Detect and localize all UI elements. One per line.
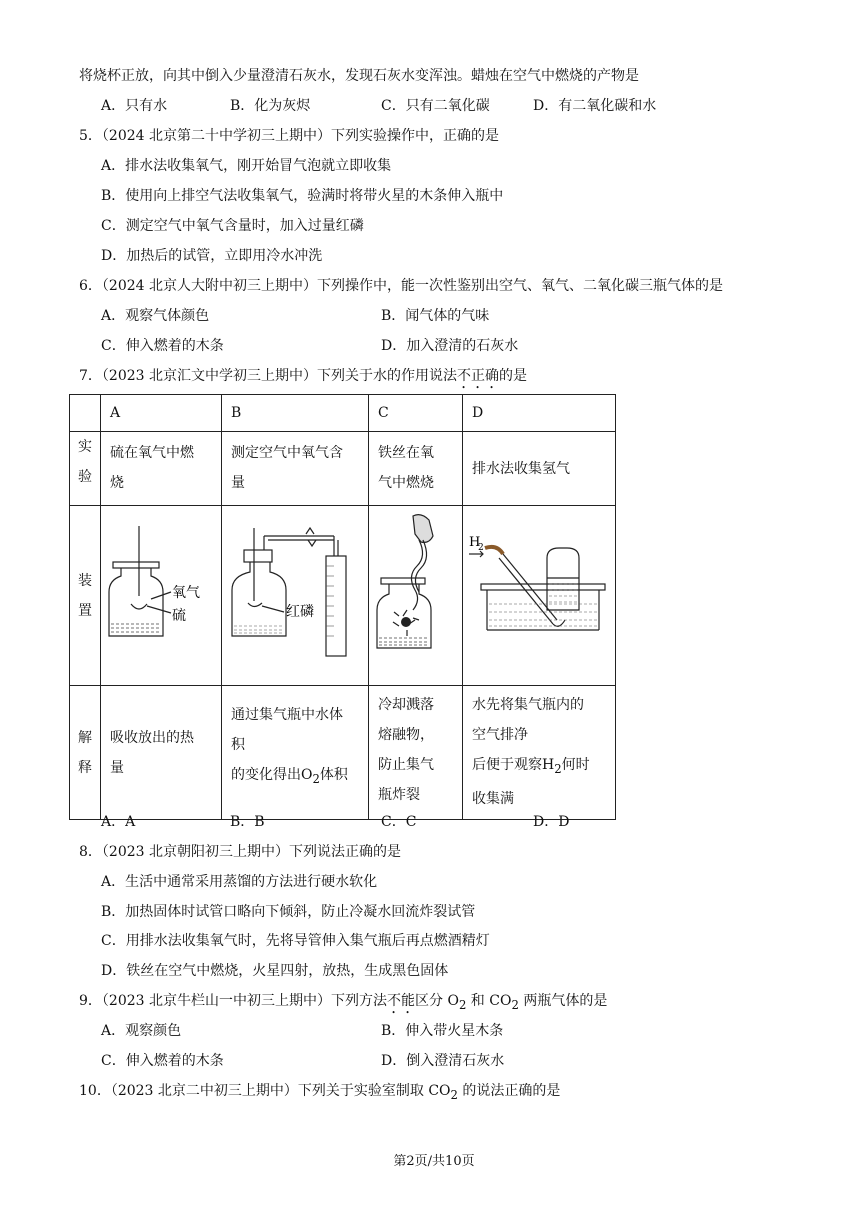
row-label-explanation xyxy=(70,686,101,820)
phosphorus-apparatus-figure xyxy=(222,506,368,674)
cell-line: 冷却溅落 xyxy=(378,697,434,713)
q9-emphasis: 不能 xyxy=(387,993,415,1009)
apparatus-c xyxy=(369,506,463,686)
q10-stem xyxy=(79,1081,560,1105)
cell-line: 量 xyxy=(110,759,124,776)
explanation-c xyxy=(369,686,463,820)
cell-line xyxy=(231,760,359,794)
cell-line: 烧 xyxy=(110,475,124,491)
subscript: 2 xyxy=(554,761,562,776)
row-label-char: 解 xyxy=(78,729,92,746)
apparatus-a xyxy=(101,506,222,686)
cell-line: 测定空气中氧气含 xyxy=(231,445,343,461)
q7-stem xyxy=(79,366,527,392)
q10-stem-text: 10．（2023 北京二中初三上期中）下列关于实验室制取 CO xyxy=(79,1083,451,1099)
experiment-a xyxy=(101,432,222,506)
q4-option-a: A．只有水 xyxy=(101,98,168,114)
col-header-b: B xyxy=(222,395,369,432)
q4-line: 将烧杯正放，向其中倒入少量澄清石灰水，发现石灰水变浑浊。蜡烛在空气中燃烧的产物是 xyxy=(79,68,639,84)
subscript: 2 xyxy=(458,997,467,1012)
o2-text: 的变化得出O xyxy=(231,767,313,783)
row-label-char: 释 xyxy=(78,759,92,776)
q9-stem-end: 两瓶气体的是 xyxy=(518,993,608,1009)
q6-option-d: D．加入澄清的石灰水 xyxy=(381,338,519,354)
label-phosphorus: 红磷 xyxy=(286,604,314,620)
explanation-a xyxy=(101,686,222,820)
cell-line: 量 xyxy=(231,475,245,491)
experiment-b xyxy=(222,432,369,506)
q7-option-c: C．C xyxy=(381,814,417,830)
apparatus-d xyxy=(463,506,616,686)
q9-stem-text: 和 CO xyxy=(466,993,512,1009)
cell-line: 空气排净 xyxy=(472,727,528,743)
row-label-char: 装 xyxy=(78,572,92,589)
q6-option-a: A．观察气体颜色 xyxy=(101,308,210,324)
label-h2: H xyxy=(469,535,481,550)
apparatus-b xyxy=(222,506,369,686)
h2-text: 后便于观察H xyxy=(472,757,555,773)
cell-line: 气中燃烧 xyxy=(378,475,434,491)
cell-line: 防止集气 xyxy=(378,757,434,773)
explanation-d xyxy=(463,686,616,820)
h2-text-end: 何时 xyxy=(561,757,590,773)
subscript: 2 xyxy=(312,771,320,786)
q8-option-c: C．用排水法收集氧气时，先将导管伸入集气瓶后再点燃酒精灯 xyxy=(101,933,490,949)
sulfur-bottle-figure xyxy=(101,506,219,674)
row-label-char: 实 xyxy=(78,439,92,455)
cell-line: 铁丝在氧 xyxy=(378,445,434,461)
q9-option-c: C．伸入燃着的木条 xyxy=(101,1053,224,1069)
q9-stem xyxy=(79,991,607,1017)
q8-option-d: D．铁丝在空气中燃烧，火星四射，放热，生成黑色固体 xyxy=(101,963,449,979)
page-footer: 第2页/共10页 xyxy=(393,1154,475,1169)
q8-stem: 8．（2023 北京朝阳初三上期中）下列说法正确的是 xyxy=(79,844,401,860)
q6-option-c: C．伸入燃着的木条 xyxy=(101,338,224,354)
q4-option-b: B．化为灰烬 xyxy=(230,98,311,114)
experiment-c xyxy=(369,432,463,506)
explanation-b xyxy=(222,686,369,820)
subscript: 2 xyxy=(450,1087,458,1102)
cell-line: 瓶炸裂 xyxy=(378,787,420,803)
o2-text-end: 体积 xyxy=(319,767,348,783)
q9-option-a: A．观察颜色 xyxy=(101,1023,182,1039)
q10-stem-end: 的说法正确的是 xyxy=(457,1083,561,1099)
q4-option-c: C．只有二氧化碳 xyxy=(381,98,490,114)
col-header-c: C xyxy=(369,395,463,432)
label-sulfur: 硫 xyxy=(172,608,186,624)
q8-option-b: B．加热固体时试管口略向下倾斜，防止冷凝水回流炸裂试管 xyxy=(101,904,476,920)
q7-table xyxy=(69,394,616,820)
q7-stem-end: 的是 xyxy=(499,368,527,384)
cell-line: 水先将集气瓶内的 xyxy=(472,697,584,713)
cell-line: 收集满 xyxy=(472,790,514,807)
q7-option-a: A．A xyxy=(101,814,136,830)
q7-emphasis: 不正确 xyxy=(457,368,499,384)
q9-stem-text: 9．（2023 北京牛栏山一中初三上期中）下列方法 xyxy=(79,993,387,1009)
experiment-d: 排水法收集氢气 xyxy=(463,432,616,506)
q7-stem-text: 7．（2023 北京汇文中学初三上期中）下列关于水的作用说法 xyxy=(79,368,457,384)
label-h2-sub: 2 xyxy=(478,543,484,553)
hydrogen-collection-figure xyxy=(463,506,615,674)
q5-option-c: C．测定空气中氧气含量时，加入过量红磷 xyxy=(101,218,364,234)
subscript: 2 xyxy=(511,997,519,1012)
label-oxygen: 氧气 xyxy=(172,585,200,601)
q7-option-b: B．B xyxy=(230,814,265,830)
q4-option-d: D．有二氧化碳和水 xyxy=(533,98,657,114)
cell-line: 通过集气瓶中水体 xyxy=(231,707,343,723)
cell-line: 硫在氧气中燃 xyxy=(110,445,194,461)
q5-option-d: D．加热后的试管，立即用冷水冲洗 xyxy=(101,248,323,264)
q7-option-d: D．D xyxy=(533,814,570,830)
cell-line xyxy=(472,750,606,784)
cell-line: 熔融物， xyxy=(378,727,434,743)
iron-wire-figure xyxy=(369,506,462,674)
row-label-apparatus xyxy=(70,506,101,686)
q5-option-a: A．排水法收集氧气，刚开始冒气泡就立即收集 xyxy=(101,158,392,174)
q9-option-d: D．倒入澄清石灰水 xyxy=(381,1053,505,1069)
q5-option-b: B．使用向上排空气法收集氧气，验满时将带火星的木条伸入瓶中 xyxy=(101,188,504,204)
cell-line: 积 xyxy=(231,737,245,753)
q5-stem: 5．（2024 北京第二十中学初三上期中）下列实验操作中，正确的是 xyxy=(79,128,499,144)
q8-option-a: A．生活中通常采用蒸馏的方法进行硬水软化 xyxy=(101,874,378,890)
q9-stem-text: 区分 O xyxy=(415,993,459,1009)
col-header-a: A xyxy=(101,395,222,432)
row-label-char: 置 xyxy=(78,602,92,619)
row-label-experiment xyxy=(70,432,101,506)
q6-stem: 6．（2024 北京人大附中初三上期中）下列操作中，能一次性鉴别出空气、氧气、二氧化碳三瓶气体的是 xyxy=(79,278,723,294)
q9-option-b: B．伸入带火星木条 xyxy=(381,1023,504,1039)
row-label-char: 验 xyxy=(78,469,92,485)
col-header-d: D xyxy=(463,395,616,432)
table-corner xyxy=(70,395,101,432)
q6-option-b: B．闻气体的气味 xyxy=(381,308,490,324)
cell-line: 吸收放出的热 xyxy=(110,729,194,746)
